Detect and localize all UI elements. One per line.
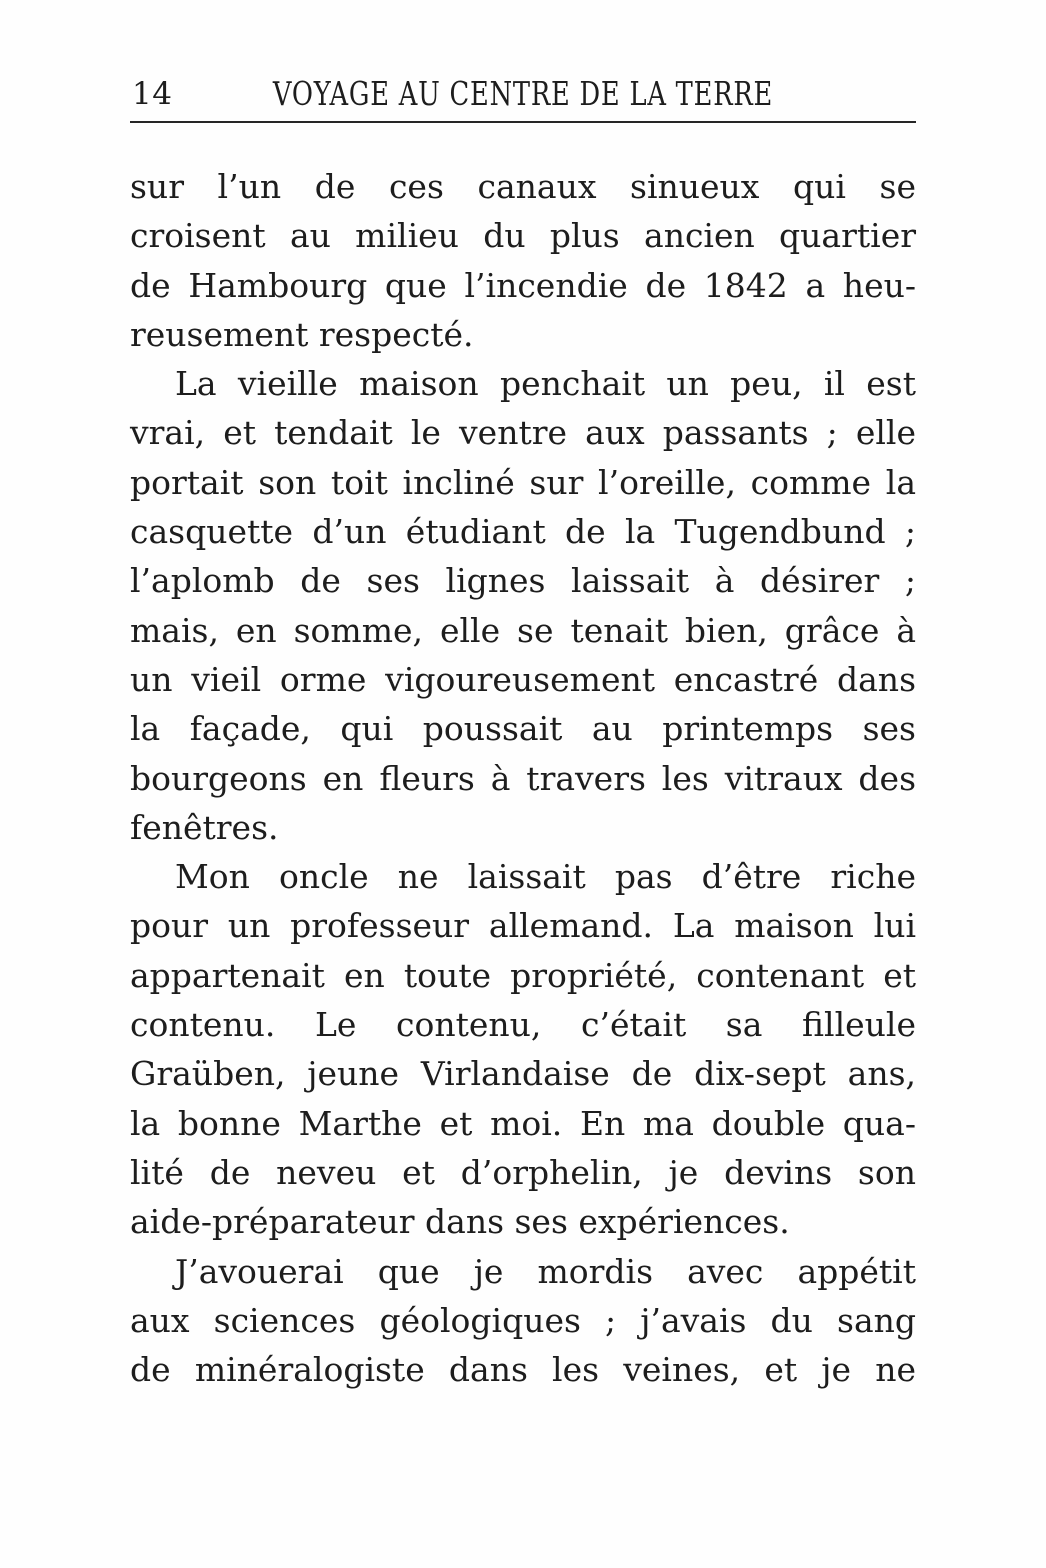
text-line: pour un professeur allemand. La maison lui [130,906,916,946]
text-line: casquette d’un étudiant de la Tugendbund ; [130,512,916,552]
text-line: lité de neveu et d’orphelin, je devins son [130,1152,916,1192]
text-line: J’avouerai que je mordis avec appétit [175,1251,916,1291]
page-number: 14 [132,76,173,112]
text-line: aide-préparateur dans ses expériences. [130,1202,790,1242]
text-line: reusement respecté. [130,314,474,354]
text-line: de Hambourg que l’incendie de 1842 a heu- [130,265,916,305]
text-line: mais, en somme, elle se tenait bien, grâce à [130,610,916,650]
text-line: de minéralogiste dans les veines, et je ne [130,1350,916,1390]
text-line: Graüben, jeune Virlandaise de dix-sept ans, [130,1054,916,1094]
text-line: un vieil orme vigoureusement encastré dans [130,659,916,699]
running-title: VOYAGE AU CENTRE DE LA TERRE [272,74,774,113]
text-line: bourgeons en fleurs à travers les vitraux des [130,758,916,798]
text-line: fenêtres. [130,807,279,847]
text-line: la façade, qui poussait au printemps ses [130,709,916,749]
page-body [130,162,916,1394]
text-line: appartenait en toute propriété, contenant et [130,955,916,995]
text-line: la bonne Marthe et moi. En ma double qua- [130,1103,916,1143]
text-line: portait son toit incliné sur l’oreille, comme la [130,462,916,502]
text-line: croisent au milieu du plus ancien quartier [130,216,916,256]
text-line: contenu. Le contenu, c’était sa filleule [130,1005,916,1045]
text-line: La vieille maison penchait un peu, il est [175,364,916,404]
header-rule [130,121,916,123]
text-line: sur l’un de ces canaux sinueux qui se [130,167,916,206]
text-line: aux sciences géologiques ; j’avais du sang [130,1300,916,1340]
text-line: l’aplomb de ses lignes laissait à désirer ; [130,561,916,601]
text-line: Mon oncle ne laissait pas d’être riche [175,857,916,897]
text-line: vrai, et tendait le ventre aux passants ; elle [130,413,916,453]
page-header [130,74,916,113]
